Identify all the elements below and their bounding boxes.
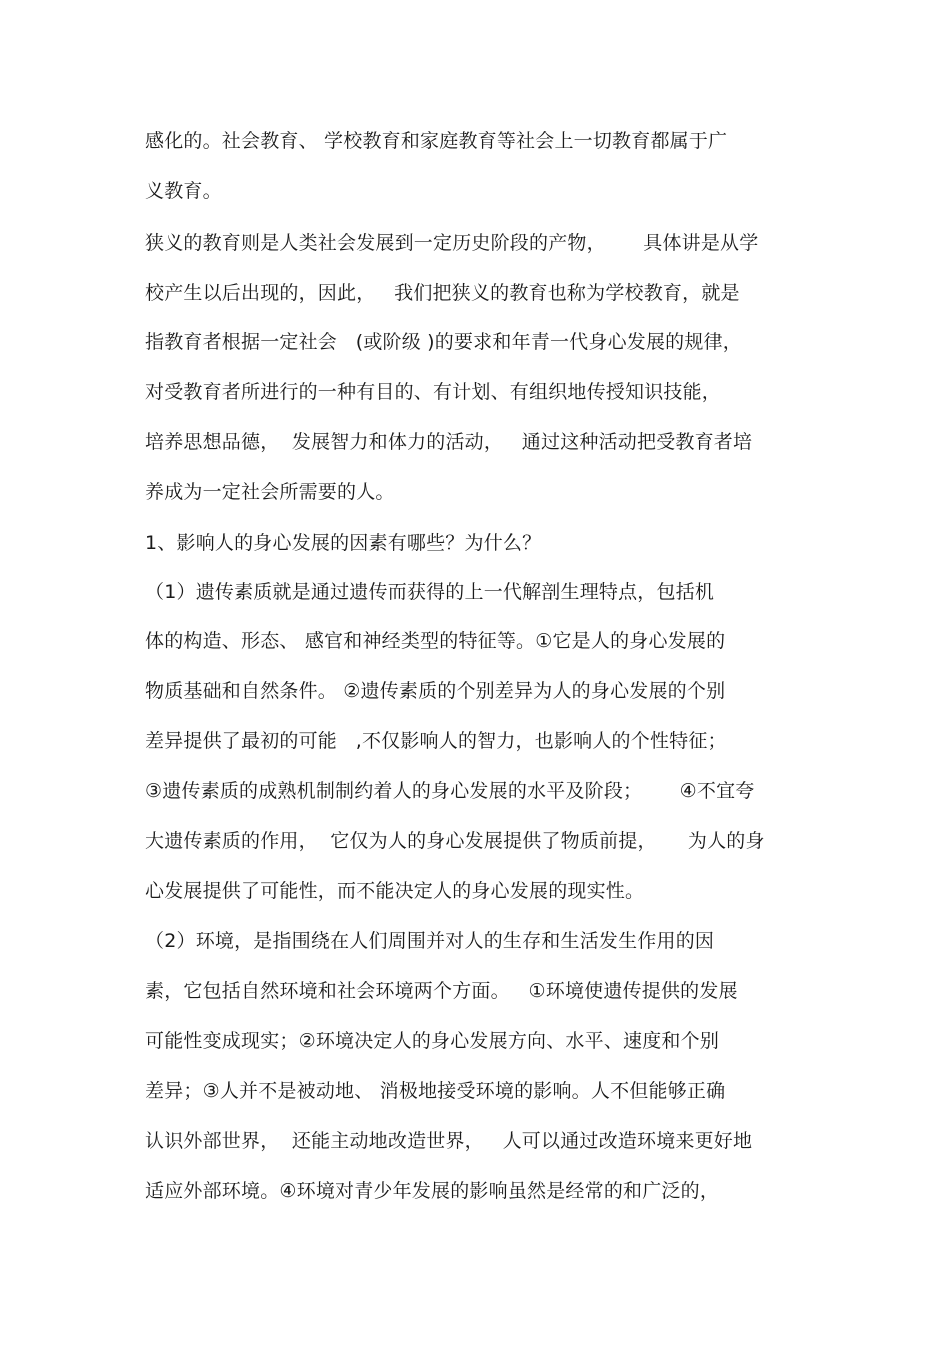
text-line: 感化的。社会教育、 学校教育和家庭教育等社会上一切教育都属于广 (145, 130, 728, 152)
text-line: （2）环境，是指围绕在人们周围并对人的生存和生活发生作用的因 (145, 930, 715, 952)
text-line: 认识外部世界， 还能主动地改造世界， 人可以通过改造环境来更好地 (145, 1130, 753, 1152)
text-line: 大遗传素质的作用， 它仅为人的身心发展提供了物质前提， 为人的身 (145, 830, 765, 852)
text-line: 对受教育者所进行的一种有目的、有计划、有组织地传授知识技能， (145, 381, 722, 403)
text-line: 差异提供了最初的可能 ,不仅影响人的智力，也影响人的个性特征； (145, 730, 727, 752)
text-line: 养成为一定社会所需要的人。 (145, 481, 395, 503)
text-line: （1）遗传素质就是通过遗传而获得的上一代解剖生理特点，包括机 (145, 581, 715, 603)
text-line: 义教育。 (145, 180, 222, 202)
text-line: 素，它包括自然环境和社会环境两个方面。 ①环境使遗传提供的发展 (145, 980, 738, 1002)
text-line: 差异；③人并不是被动地、 消极地接受环境的影响。人不但能够正确 (145, 1080, 726, 1102)
text-line: 心发展提供了可能性，而不能决定人的身心发展的现实性。 (145, 880, 645, 902)
text-line: 培养思想品德， 发展智力和体力的活动， 通过这种活动把受教育者培 (145, 431, 753, 453)
text-line: 指教育者根据一定社会 (或阶级 )的要求和年青一代身心发展的规律， (145, 331, 742, 353)
text-line: 物质基础和自然条件。 ②遗传素质的个别差异为人的身心发展的个别 (145, 680, 726, 702)
question-heading: 1、影响人的身心发展的因素有哪些？为什么？ (145, 532, 542, 554)
text-line: 体的构造、形态、 感官和神经类型的特征等。①它是人的身心发展的 (145, 630, 726, 652)
text-line: 狭义的教育则是人类社会发展到一定历史阶段的产物， 具体讲是从学 (145, 232, 759, 254)
text-line: 校产生以后出现的，因此， 我们把狭义的教育也称为学校教育，就是 (145, 282, 740, 304)
text-line: 适应外部环境。④环境对青少年发展的影响虽然是经常的和广泛的， (145, 1180, 720, 1202)
text-line: ③遗传素质的成熟机制制约着人的身心发展的水平及阶段； ④不宜夸 (145, 780, 755, 802)
text-line: 可能性变成现实；②环境决定人的身心发展方向、水平、速度和个别 (145, 1030, 720, 1052)
